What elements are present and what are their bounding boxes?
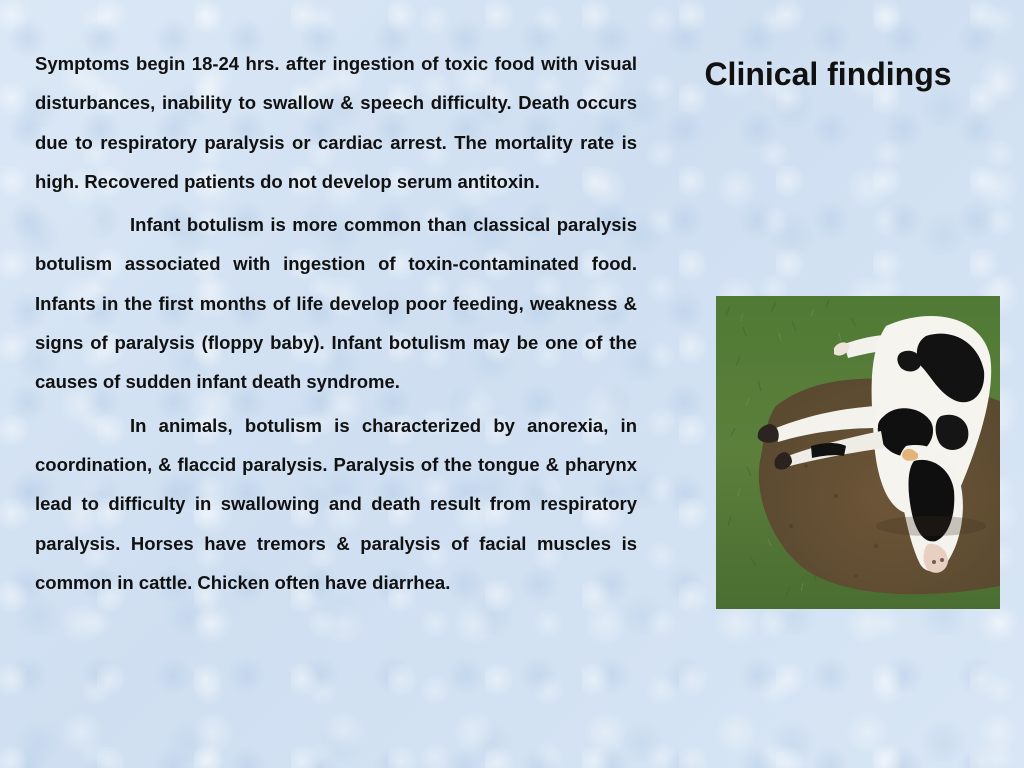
cow-photo xyxy=(716,296,1000,609)
slide-title: Clinical findings xyxy=(704,56,952,92)
paragraph-symptoms: Symptoms begin 18-24 hrs. after ingestion of toxic food with visual disturbances, inability to swallow & speech difficulty. Death occurs due to respiratory paralysis or cardiac arrest. The mortality rate is high. Recovered patients do not develop serum antitoxin. xyxy=(35,53,637,192)
paragraph-animal-botulism: In animals, botulism is characterized by anorexia, in coordination, & flaccid paralysis. Paralysis of the tongue & pharynx lead to difficulty in swallowing and death result from respiratory paralysis. Horses have tremors & paralysis of facial muscles is common in cattle. Chicken often have diarrhea. xyxy=(35,414,637,593)
paragraph-infant-botulism: Infant botulism is more common than classical paralysis botulism associated with ingestion of toxin-contaminated food. Infants in the first months of life develop poor feeding, weakness & signs of paralysis (floppy baby). Infant botulism may be one of the causes of sudden infant death syndrome. xyxy=(35,214,637,393)
cow-illustration xyxy=(716,296,1000,609)
slide-body-text xyxy=(35,44,637,606)
